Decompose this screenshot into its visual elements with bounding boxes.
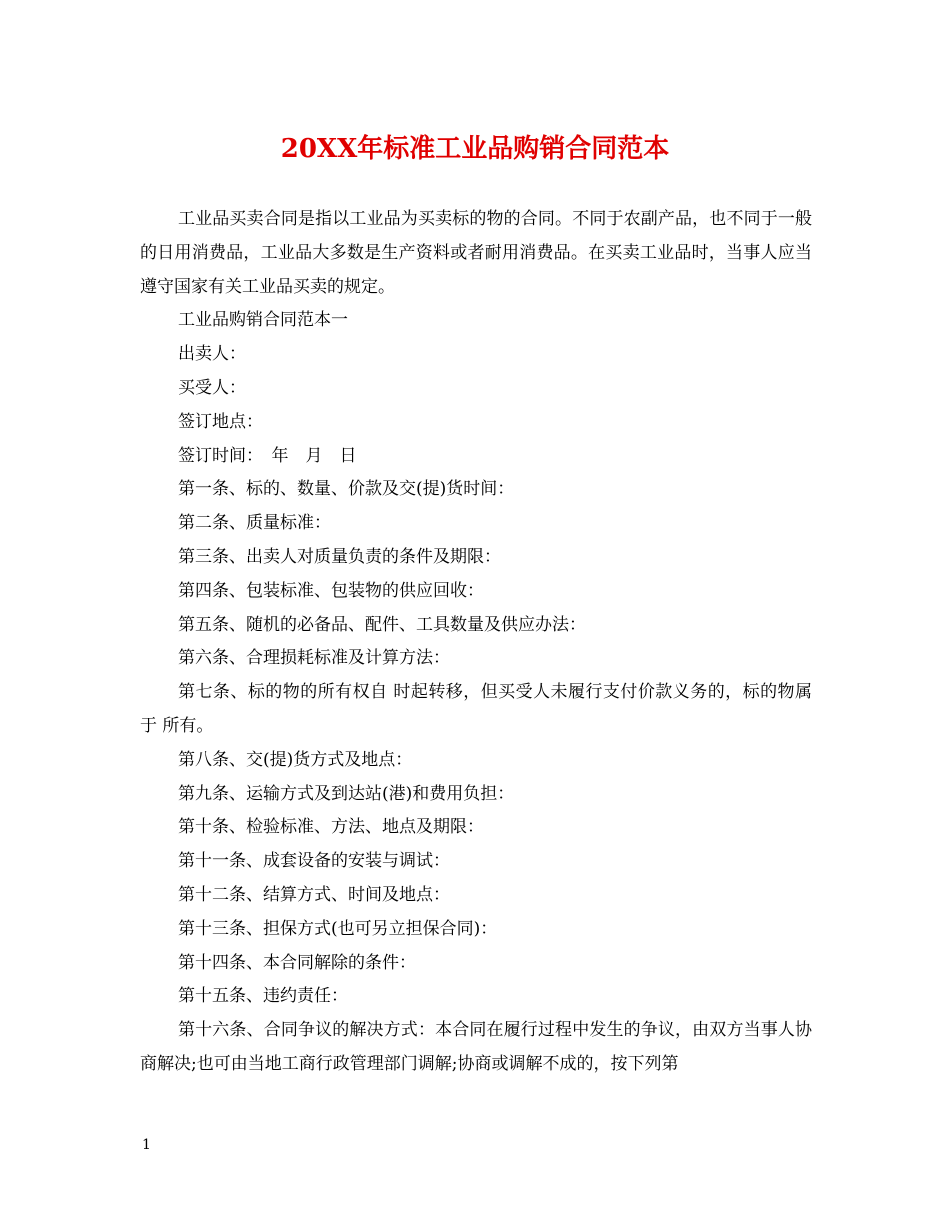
article-16: 第十六条、合同争议的解决方式：本合同在履行过程中发生的争议，由双方当事人协商解决;也可由当地工商行政管理部门调解;协商或调解不成的，按下列第	[140, 1020, 812, 1074]
document-body	[140, 203, 812, 1082]
article-2: 第二条、质量标准：	[178, 513, 331, 534]
signing-place-field: 签订地点：	[178, 411, 263, 432]
article-13: 第十三条、担保方式(也可另立担保合同)：	[178, 918, 498, 939]
article-15: 第十五条、违约责任：	[178, 986, 348, 1007]
article-3: 第三条、出卖人对质量负责的条件及期限：	[178, 546, 501, 567]
buyer-field: 买受人：	[178, 377, 246, 398]
article-4: 第四条、包装标准、包装物的供应回收：	[178, 580, 484, 601]
article-10: 第十条、检验标准、方法、地点及期限：	[178, 817, 484, 838]
article-11: 第十一条、成套设备的安装与调试：	[178, 851, 450, 872]
article-12: 第十二条、结算方式、时间及地点：	[178, 884, 450, 905]
article-5: 第五条、随机的必备品、配件、工具数量及供应办法：	[178, 614, 586, 635]
document-title: 20XX年标准工业品购销合同范本	[280, 134, 670, 164]
page-number: 1	[142, 1137, 151, 1153]
template-heading: 工业品购销合同范本一	[178, 310, 348, 331]
signing-date-field: 签订时间： 年 月 日	[178, 445, 357, 466]
article-1: 第一条、标的、数量、价款及交(提)货时间：	[178, 479, 515, 500]
article-6: 第六条、合理损耗标准及计算方法：	[178, 648, 450, 669]
seller-field: 出卖人：	[178, 344, 246, 365]
article-7: 第七条、标的物的所有权自 时起转移，但买受人未履行支付价款义务的，标的物属于 所有。	[140, 682, 812, 736]
intro-paragraph: 工业品买卖合同是指以工业品为买卖标的物的合同。不同于农副产品，也不同于一般的日用消费品，工业品大多数是生产资料或者耐用消费品。在买卖工业品时，当事人应当遵守国家有关工业品买卖的规定。	[140, 209, 812, 297]
article-14: 第十四条、本合同解除的条件：	[178, 952, 416, 973]
article-9: 第九条、运输方式及到达站(港)和费用负担：	[178, 783, 515, 804]
article-8: 第八条、交(提)货方式及地点：	[178, 749, 413, 770]
